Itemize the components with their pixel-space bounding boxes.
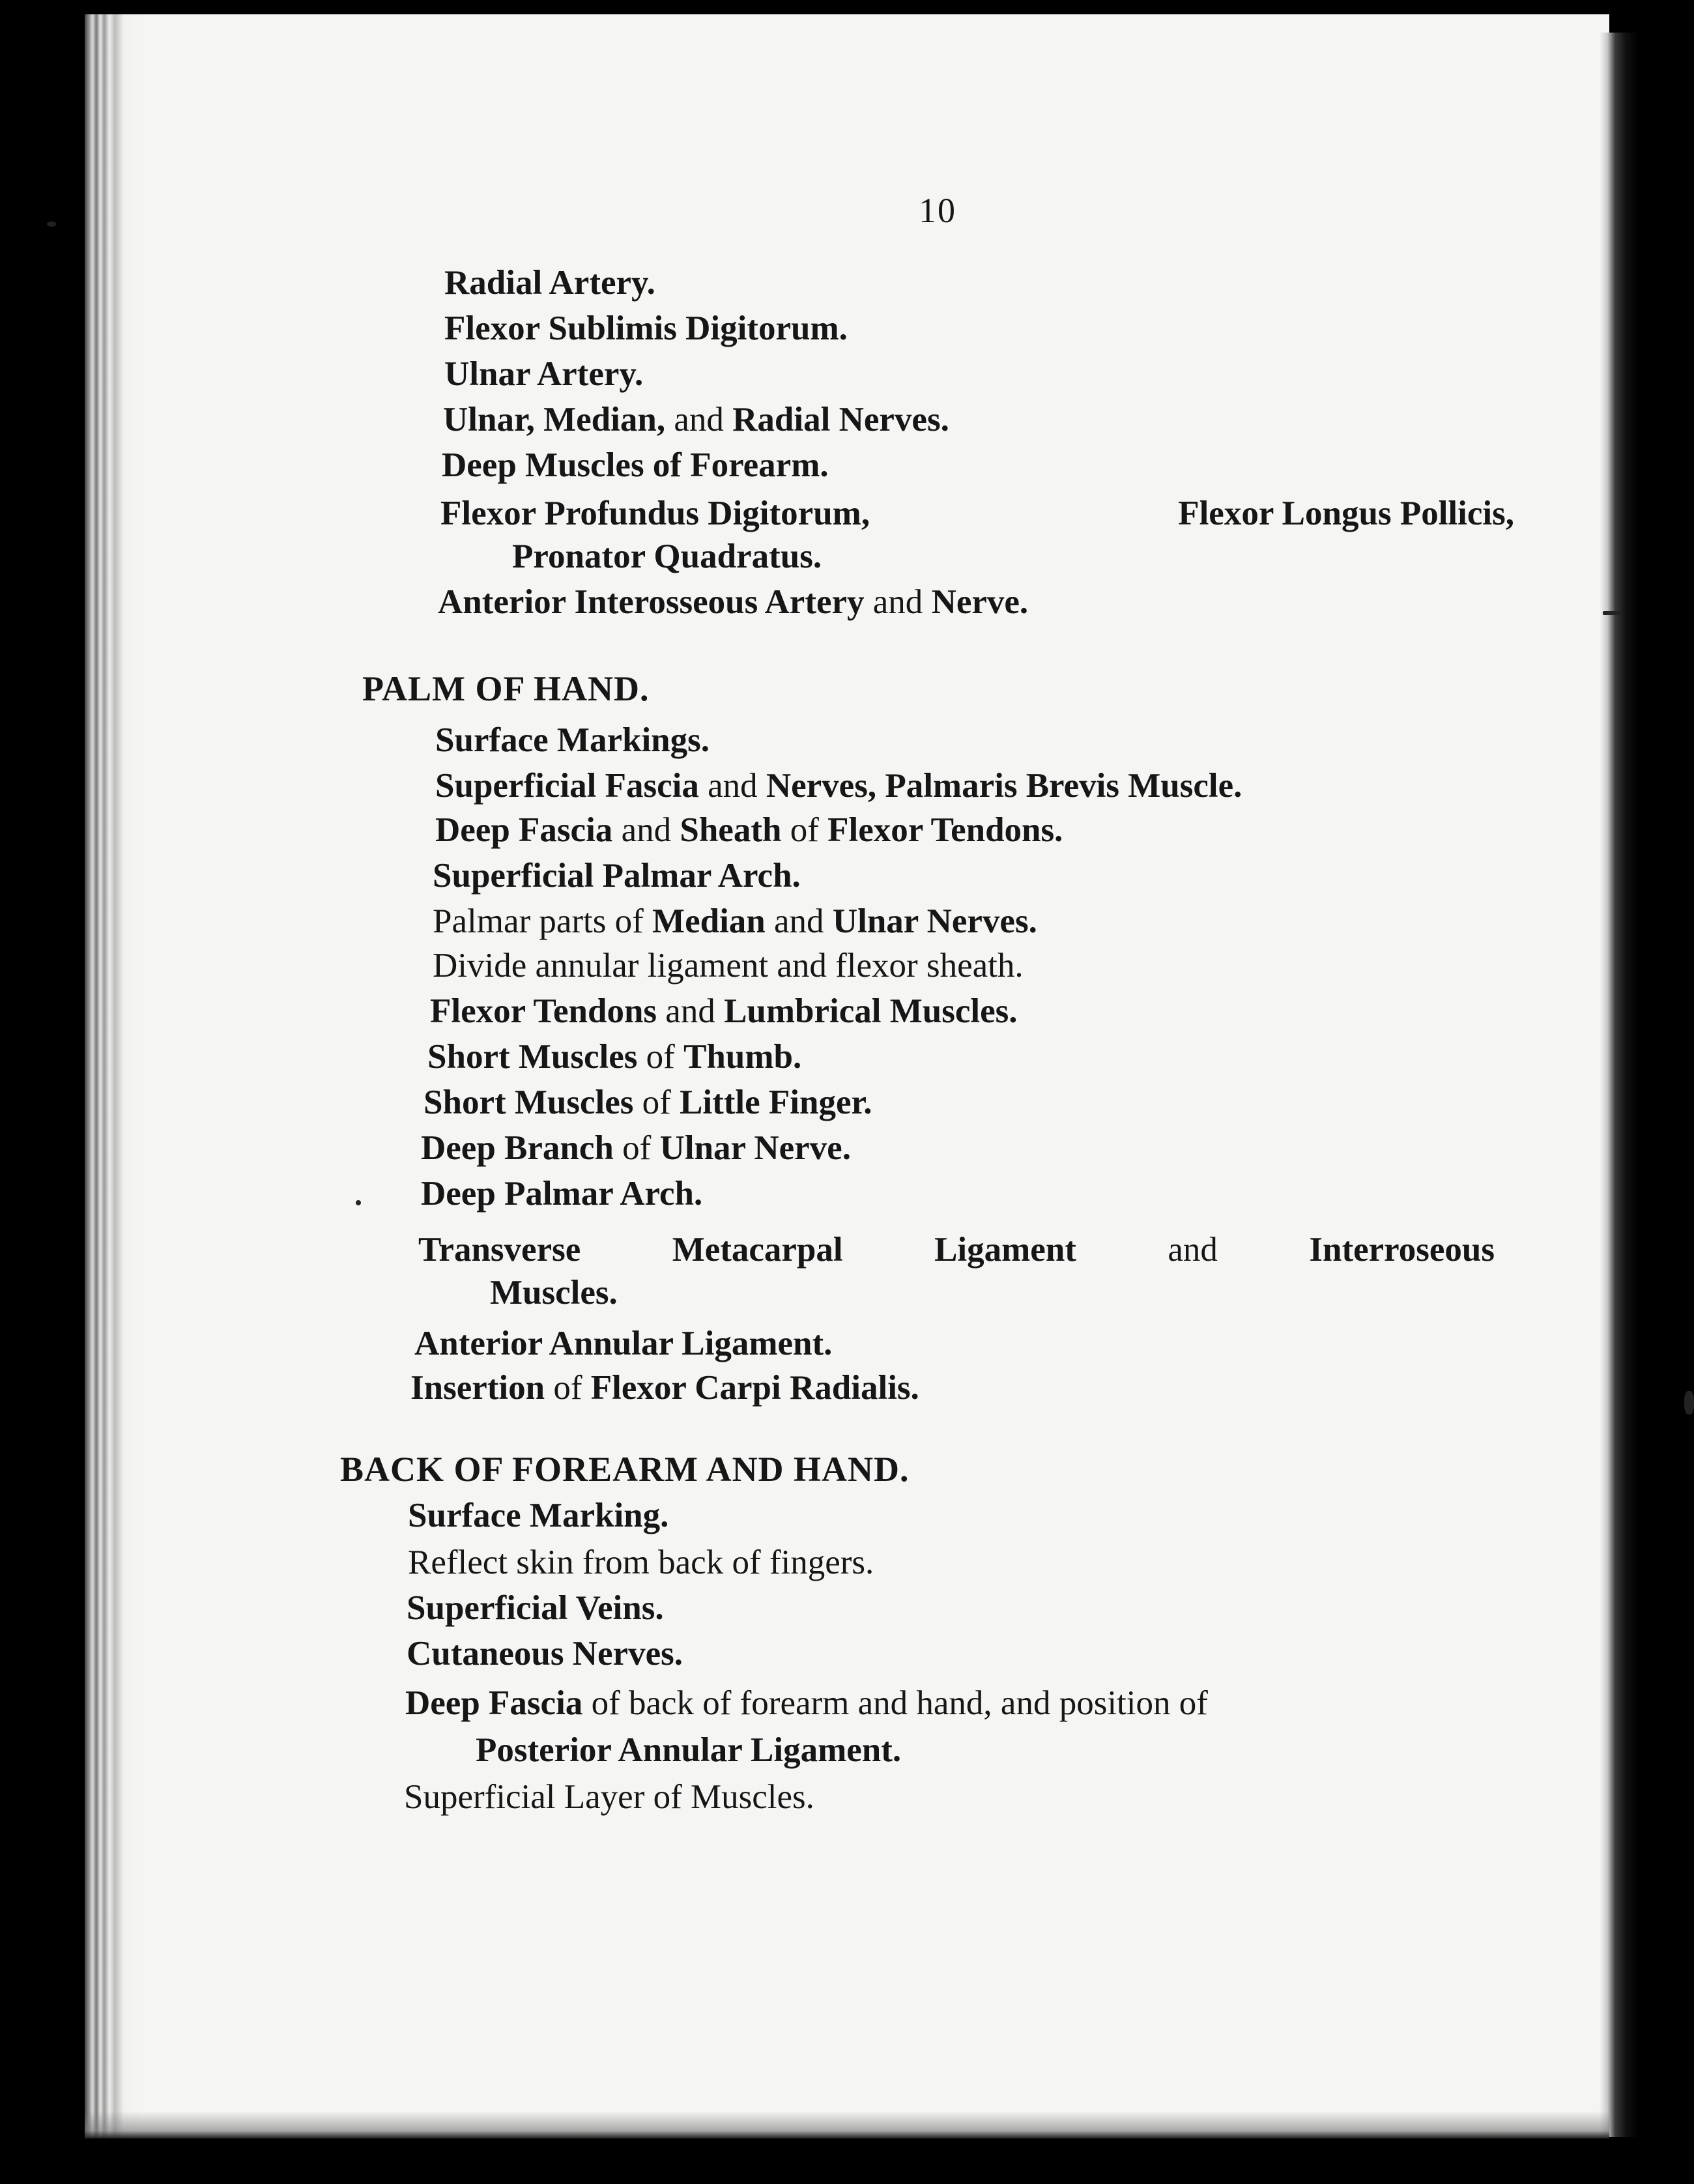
palm-median-ulnar <box>433 904 1037 939</box>
entry-deep-muscles: Deep Muscles of Forearm. <box>442 446 829 484</box>
entry-nerves-bold-1: Ulnar, Median, <box>443 401 666 438</box>
palm-superficial-fascia <box>435 769 1242 803</box>
palm-superficial-fascia-bold-2: Nerves, Palmaris Brevis Muscle. <box>766 767 1242 805</box>
palm-short-thumb-bold-2: Thumb. <box>683 1038 802 1076</box>
back-deep-fascia-plain: of back of forearm and hand, and position of <box>591 1684 1208 1722</box>
entry-nerves-plain: and <box>674 401 724 438</box>
palm-short-little-finger-bold-2: Little Finger. <box>680 1084 872 1121</box>
palm-insertion <box>410 1371 919 1405</box>
page-bottom-edge <box>85 2111 1609 2138</box>
back-surface-marking: Surface Marking. <box>408 1497 669 1534</box>
back-deep-fascia <box>405 1686 1208 1721</box>
entry-flexor-profundus-part-1: Flexor Profundus Digitorum, <box>440 495 870 532</box>
palm-deep-fascia <box>435 813 1063 848</box>
entry-anterior-interosseous-plain: and <box>872 583 923 621</box>
back-posterior-annular: Posterior Annular Ligament. <box>476 1731 902 1769</box>
entry-anterior-interosseous-bold-2: Nerve. <box>931 583 1029 621</box>
palm-short-little-finger-bold-1: Short Muscles <box>424 1084 634 1121</box>
palm-deep-branch <box>421 1131 851 1166</box>
section-heading-back: BACK OF FOREARM AND HAND. <box>340 1450 910 1489</box>
palm-median-ulnar-plain-1: Palmar parts of <box>433 902 644 940</box>
palm-deep-fascia-plain-2: of <box>790 811 819 849</box>
section-heading-palm: PALM OF HAND. <box>362 669 650 708</box>
palm-insertion-bold-2: Flexor Carpi Radialis. <box>590 1369 919 1407</box>
scan-speck <box>1684 1391 1694 1415</box>
palm-flexor-tendons-bold-1: Flexor Tendons <box>430 992 657 1030</box>
entry-flexor-profundus-part-2: Flexor Longus Pollicis, <box>1178 495 1514 532</box>
palm-deep-branch-bold-2: Ulnar Nerve. <box>659 1129 851 1167</box>
palm-transverse-ligament <box>418 1230 1495 1269</box>
palm-insertion-bold-1: Insertion <box>410 1369 545 1407</box>
palm-transverse-word-1: Transverse <box>418 1231 581 1269</box>
palm-transverse-word-4: and <box>1168 1231 1218 1269</box>
back-superficial-veins: Superficial Veins. <box>407 1589 664 1627</box>
palm-median-ulnar-bold-1: Median <box>652 902 766 940</box>
palm-median-ulnar-plain-2: and <box>774 902 824 940</box>
page-number: 10 <box>919 191 956 230</box>
back-superficial-layer: Superficial Layer of Muscles. <box>404 1778 814 1816</box>
palm-surface-markings: Surface Markings. <box>435 721 710 759</box>
palm-short-little-finger <box>424 1085 872 1120</box>
back-reflect-skin: Reflect skin from back of fingers. <box>408 1544 874 1581</box>
palm-flexor-tendons-bold-2: Lumbrical Muscles. <box>724 992 1018 1030</box>
back-deep-fascia-bold: Deep Fascia <box>405 1684 583 1722</box>
palm-deep-fascia-bold-2: Sheath <box>680 811 782 849</box>
palm-anterior-annular: Anterior Annular Ligament. <box>414 1325 833 1362</box>
palm-short-thumb-bold-1: Short Muscles <box>427 1038 638 1076</box>
palm-short-thumb-plain: of <box>646 1038 675 1076</box>
palm-muscles-continuation: Muscles. <box>490 1274 618 1312</box>
palm-deep-fascia-plain-1: and <box>621 811 672 849</box>
palm-superficial-fascia-bold-1: Superficial Fascia <box>435 767 699 805</box>
entry-anterior-interosseous <box>438 585 1028 620</box>
entry-ulnar-artery: Ulnar Artery. <box>444 355 644 393</box>
page-left-edge <box>85 14 143 2138</box>
entry-radial-artery: Radial Artery. <box>444 264 655 302</box>
palm-deep-branch-plain: of <box>622 1129 652 1167</box>
palm-short-little-finger-plain: of <box>642 1084 671 1121</box>
entry-flexor-sublimis: Flexor Sublimis Digitorum. <box>444 309 848 347</box>
palm-deep-branch-bold-1: Deep Branch <box>421 1129 614 1167</box>
palm-deep-fascia-bold-1: Deep Fascia <box>435 811 613 849</box>
palm-superficial-arch: Superficial Palmar Arch. <box>433 857 801 895</box>
palm-divide-ligament: Divide annular ligament and flexor sheath. <box>433 947 1024 984</box>
scan-speck <box>356 1200 361 1205</box>
palm-insertion-plain: of <box>553 1369 582 1407</box>
palm-superficial-fascia-plain: and <box>708 767 758 805</box>
scan-speck <box>47 222 56 227</box>
entry-pronator-quadratus: Pronator Quadratus. <box>512 538 822 575</box>
palm-median-ulnar-bold-2: Ulnar Nerves. <box>832 902 1037 940</box>
entry-nerves <box>443 403 949 437</box>
entry-nerves-bold-2: Radial Nerves. <box>732 401 949 438</box>
entry-flexor-profundus <box>440 494 1514 533</box>
page-right-edge <box>1600 33 1639 2137</box>
palm-transverse-word-2: Metacarpal <box>672 1231 843 1269</box>
palm-flexor-tendons <box>430 994 1018 1029</box>
palm-deep-arch: Deep Palmar Arch. <box>421 1175 703 1213</box>
palm-deep-fascia-bold-3: Flexor Tendons. <box>827 811 1063 849</box>
entry-anterior-interosseous-bold-1: Anterior Interosseous Artery <box>438 583 865 621</box>
scan-speck <box>1603 611 1621 615</box>
palm-transverse-word-5: Interroseous <box>1309 1231 1495 1269</box>
palm-flexor-tendons-plain: and <box>665 992 715 1030</box>
back-cutaneous-nerves: Cutaneous Nerves. <box>407 1635 683 1673</box>
palm-short-thumb <box>427 1040 801 1074</box>
palm-transverse-word-3: Ligament <box>934 1231 1076 1269</box>
